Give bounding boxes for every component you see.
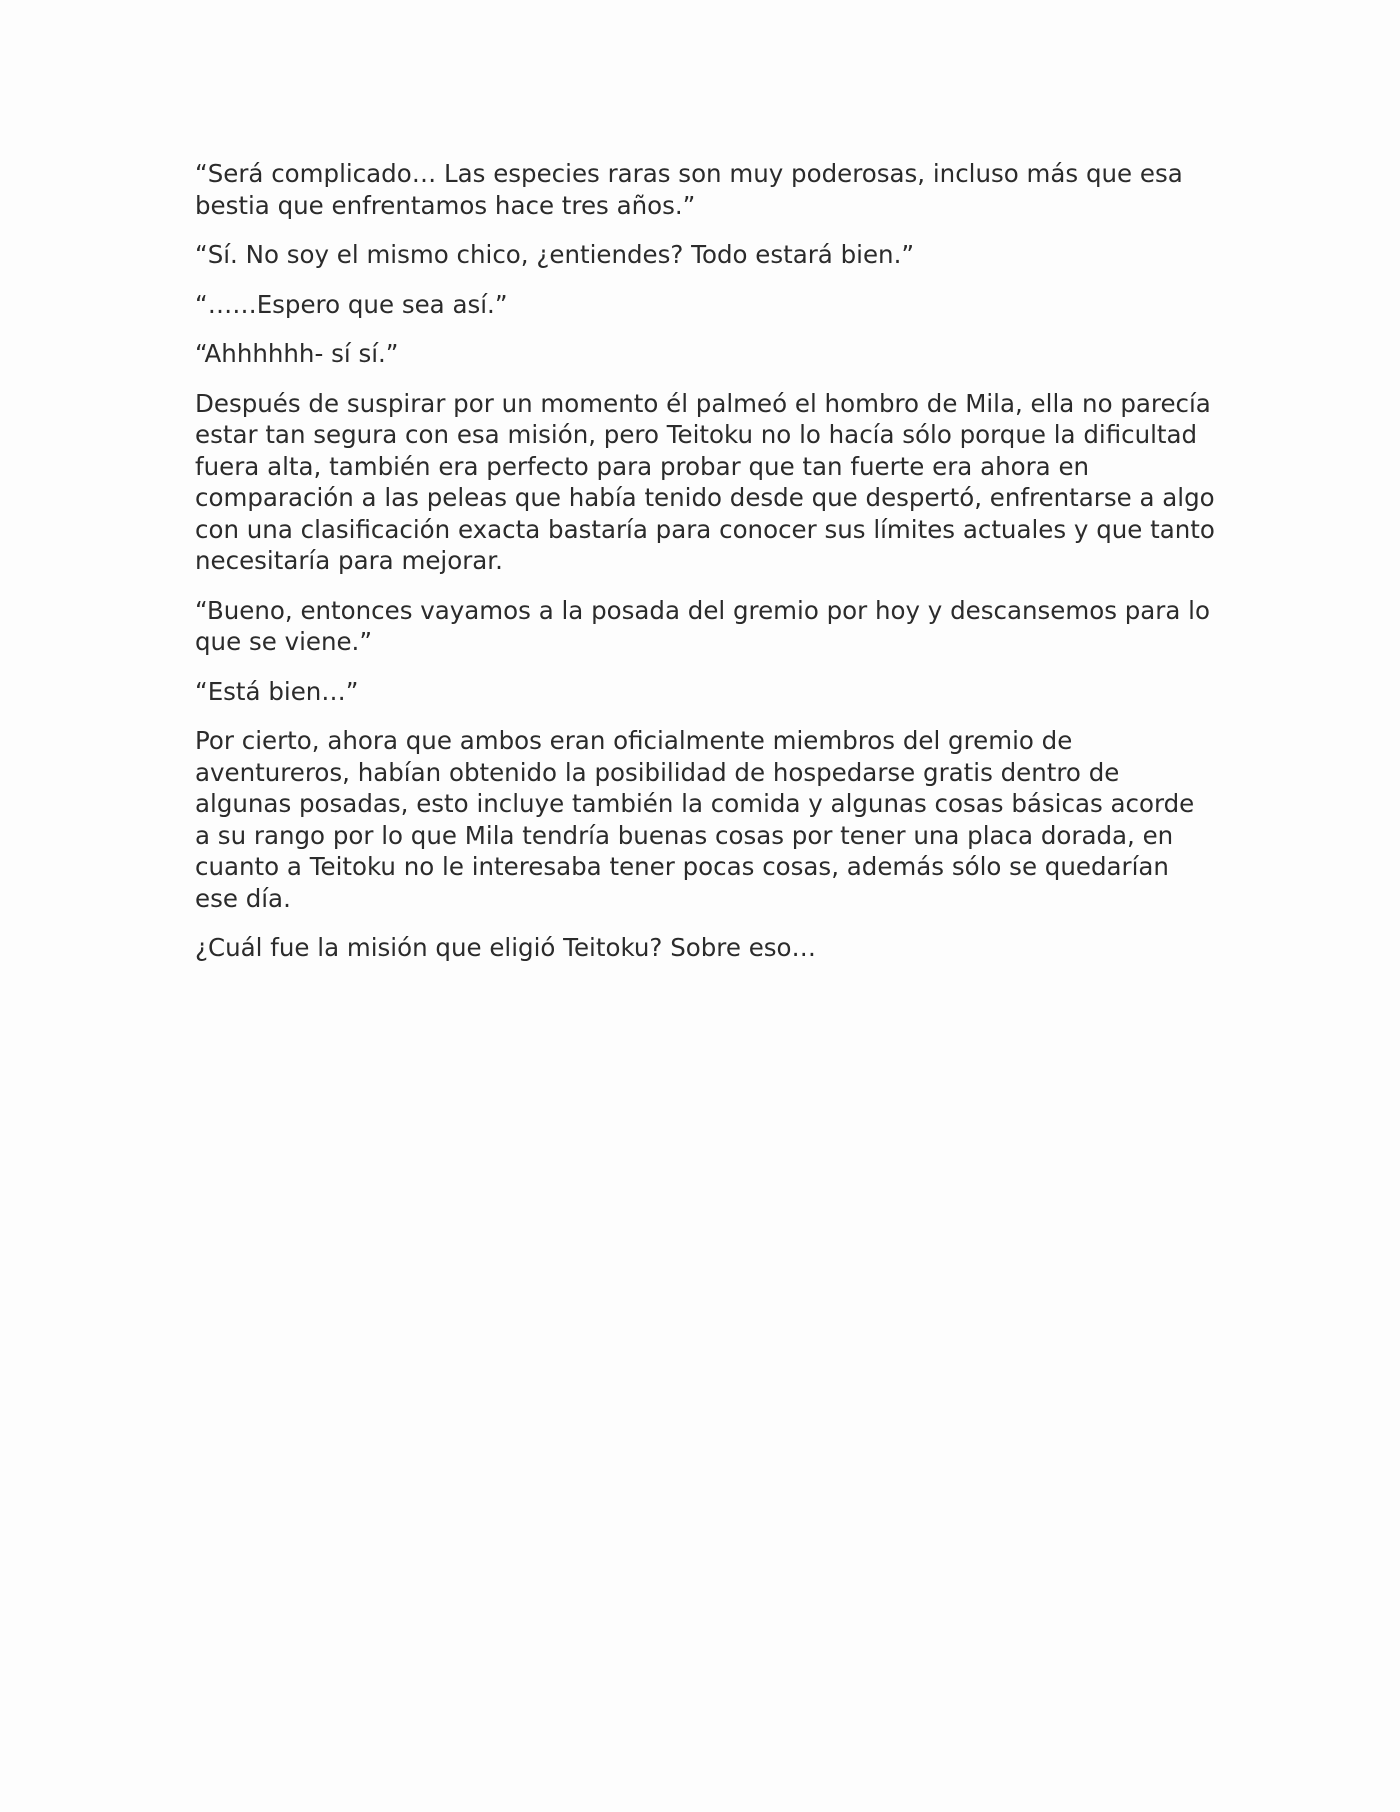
paragraph-dialogue-3: “……Espero que sea así.” — [195, 289, 508, 319]
paragraph-narration-1: Después de suspirar por un momento él palmeó el hombro de Mila, ella no parecía estar tan segura con esa misión, pero Teitoku no lo hacía sólo porque la dificultad fuera alta, también era perfecto para probar que tan fuerte era ahora en comparación a las peleas que había tenido desde que despertó, enfrentarse a algo con una clasificación exacta bastaría para conocer sus límites actuales y que tanto necesitaría para mejorar. — [195, 388, 1215, 575]
paragraph-dialogue-1: “Será complicado… Las especies raras son muy poderosas, incluso más que esa bestia que enfrentamos hace tres años.” — [195, 159, 1183, 220]
paragraph-dialogue-5: “Bueno, entonces vayamos a la posada del gremio por hoy y descansemos para lo que se viene.” — [195, 595, 1210, 656]
paragraph-narration-2: Por cierto, ahora que ambos eran oficialmente miembros del gremio de aventureros, habían obtenido la posibilidad de hospedarse gratis dentro de algunas posadas, esto incluye también la comida y algunas cosas básicas acorde a su rango por lo que Mila tendría buenas cosas por tener una placa dorada, en cuanto a Teitoku no le interesaba tener pocas cosas, además sólo se quedarían ese día. — [195, 726, 1195, 913]
paragraph-dialogue-6: “Está bien…” — [195, 676, 359, 706]
paragraph-narration-3: ¿Cuál fue la misión que eligió Teitoku? Sobre eso… — [195, 933, 817, 962]
paragraph-dialogue-2: “Sí. No soy el mismo chico, ¿entiendes? Todo estará bien.” — [195, 240, 915, 269]
document-page — [195, 158, 1215, 982]
paragraph-dialogue-4: “Ahhhhhh- sí sí.” — [195, 339, 399, 368]
